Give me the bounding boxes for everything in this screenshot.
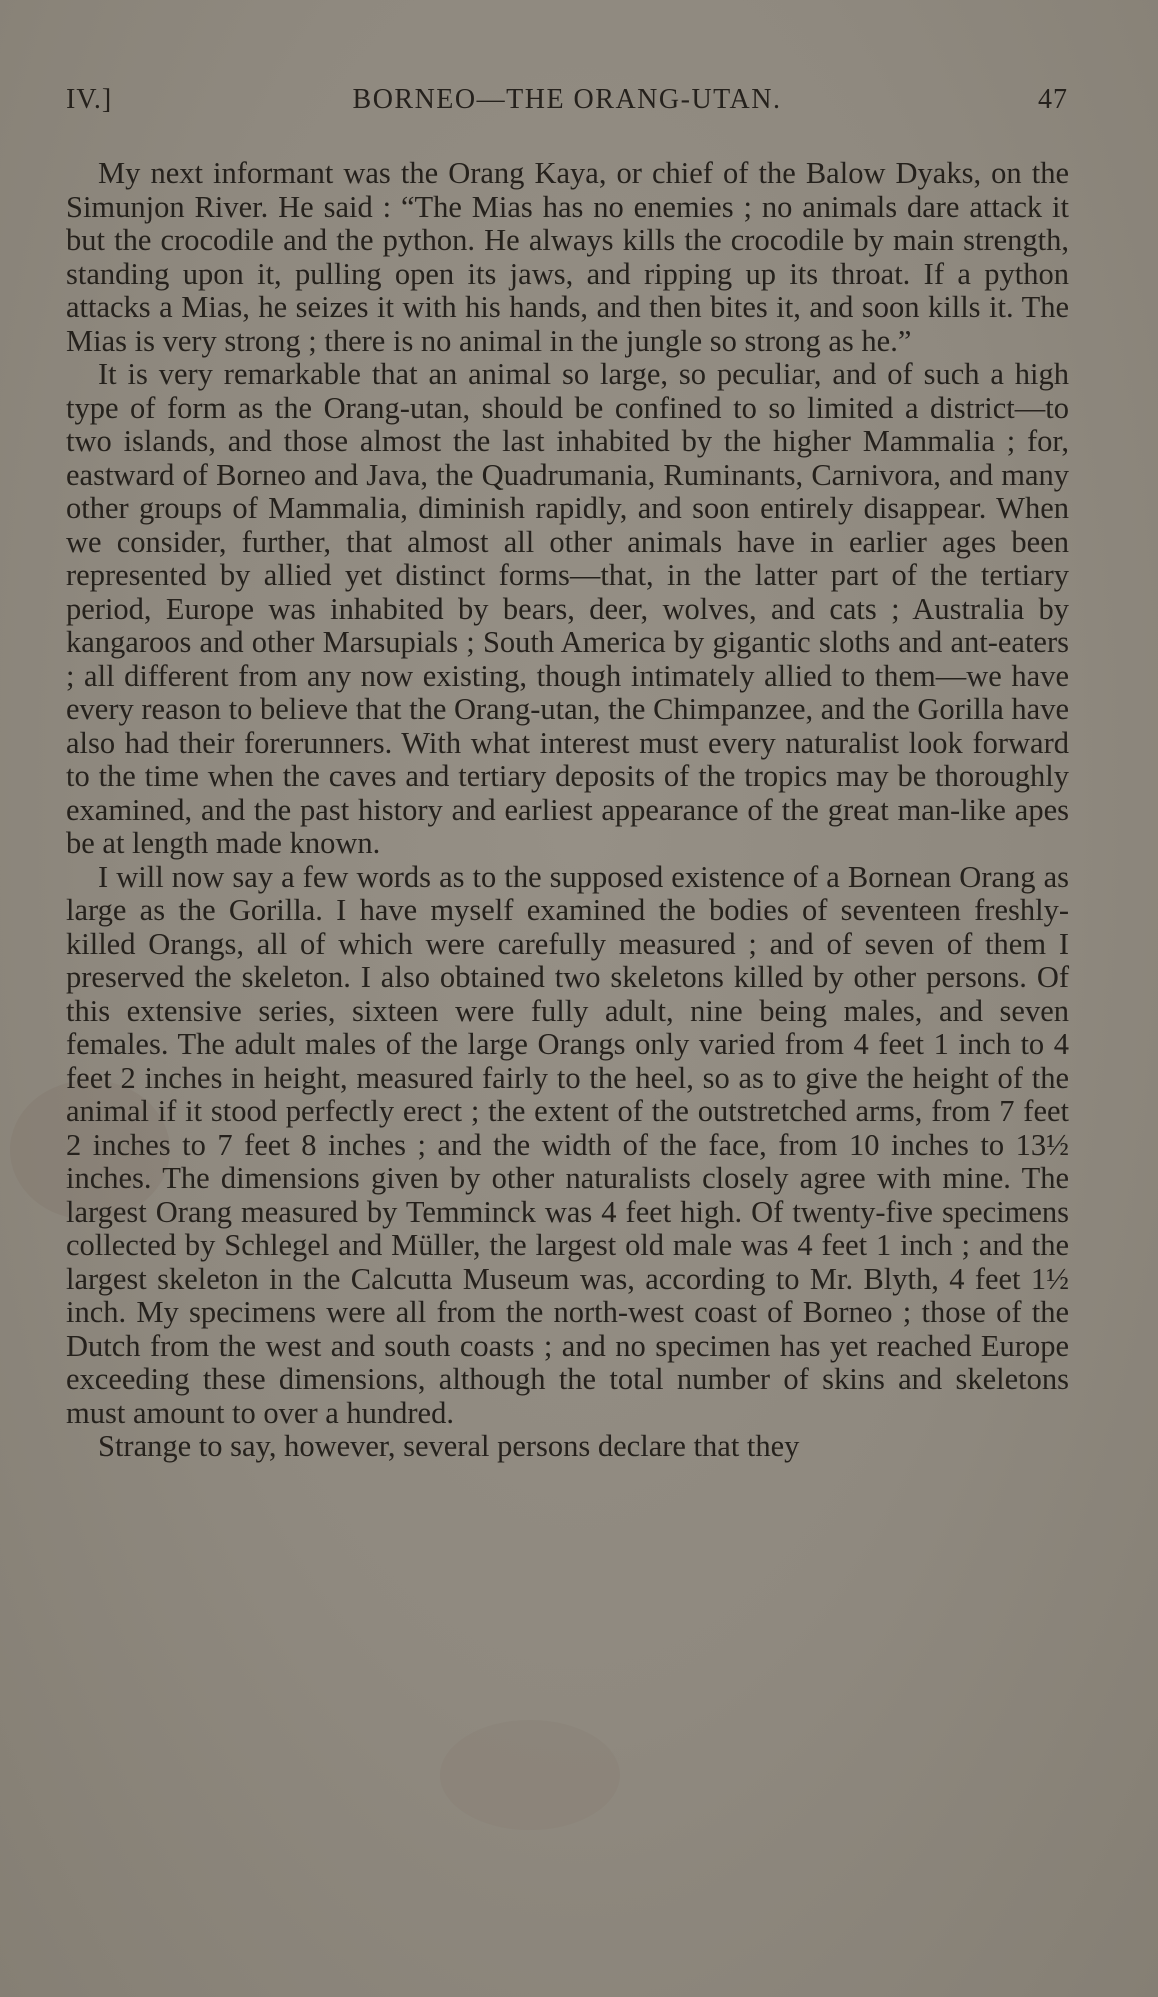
paragraph: It is very remarkable that an animal so large, so peculiar, and of such a high type of form as the Orang-utan, should be confined to so limited a district—to two islands, and those almost the last inhabited by the higher Mammalia ; for, eastward of Borneo and Java, the Quadrumania, Ruminants, Carnivora, and many other groups of Mammalia, diminish rapidly, and soon entirely disappear. When we consider, further, that almost all other animals have in earlier ages been represented by allied yet distinct forms—that, in the latter part of the tertiary period, Europe was inhabited by bears, deer, wolves, and cats ; Australia by kangaroos and other Marsupials ; South America by gigantic sloths and ant-eaters ; all different from any now existing, though intimately allied to them—we have every reason to believe that the Orang-utan, the Chimpanzee, and the Gorilla have also had their forerunners. With what interest must every naturalist look forward to the time when the caves and tertiary deposits of the tropics may be thoroughly examined, and the past history and earliest appearance of the great man-like apes be at length made known. [66, 357, 1069, 860]
body-text [66, 157, 1069, 1464]
paper-stain [440, 1720, 620, 1830]
paragraph: I will now say a few words as to the supposed existence of a Bornean Orang as large as the Gorilla. I have myself examined the bodies of seventeen freshly-killed Orangs, all of which were carefully measured ; and of seven of them I preserved the skeleton. I also obtained two skeletons killed by other persons. Of this extensive series, sixteen were fully adult, nine being males, and seven females. The adult males of the large Orangs only varied from 4 feet 1 inch to 4 feet 2 inches in height, measured fairly to the heel, so as to give the height of the animal if it stood perfectly erect ; the extent of the outstretched arms, from 7 feet 2 inches to 7 feet 8 inches ; and the width of the face, from 10 inches to 13½ inches. The dimensions given by other naturalists closely agree with mine. The largest Orang measured by Temminck was 4 feet high. Of twenty-five specimens collected by Schlegel and Müller, the largest old male was 4 feet 1 inch ; and the largest skeleton in the Calcutta Museum was, according to Mr. Blyth, 4 feet 1½ inch. My specimens were all from the north-west coast of Borneo ; those of the Dutch from the west and south coasts ; and no specimen has yet reached Europe exceeding these dimensions, although the total number of skins and skeletons must amount to over a hundred. [66, 859, 1069, 1430]
page-header [66, 84, 1068, 124]
chapter-marker: IV.] [66, 84, 113, 115]
paragraph: My next informant was the Orang Kaya, or chief of the Balow Dyaks, on the Simunjon River. He said : “The Mias has no enemies ; no animals dare attack it but the crocodile and the python. He always kills the crocodile by main strength, standing upon it, pulling open its jaws, and ripping up its throat. If a python attacks a Mias, he seizes it with his hands, and then bites it, and soon kills it. The Mias is very strong ; there is no animal in the jungle so strong as he.” [66, 156, 1069, 358]
running-title: BORNEO—THE ORANG-UTAN. [352, 84, 782, 115]
page-number: 47 [1038, 84, 1068, 115]
paragraph: Strange to say, however, several persons declare that they [98, 1429, 800, 1463]
